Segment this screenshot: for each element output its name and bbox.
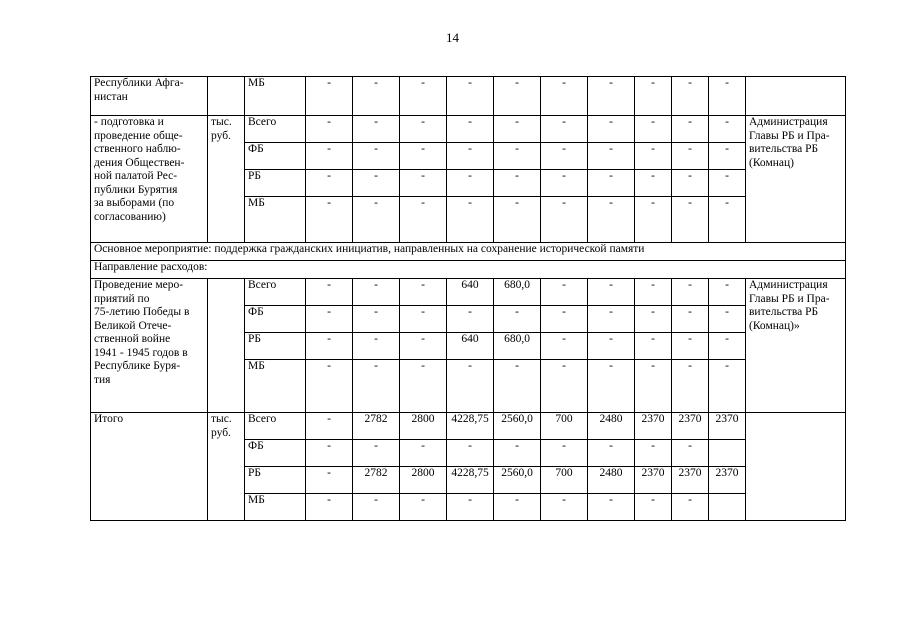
budget-table (90, 76, 846, 521)
value-cell: 2370 (635, 467, 672, 494)
funding-source: Всего (245, 413, 306, 440)
value-cell: - (306, 360, 353, 413)
value-cell: - (400, 360, 447, 413)
value-cell: - (672, 116, 709, 143)
value-cell: - (353, 333, 400, 360)
value-cell: - (635, 494, 672, 521)
unit-cell: тыс. руб. (208, 116, 245, 243)
value-cell: - (447, 116, 494, 143)
value-cell: - (447, 197, 494, 243)
value-cell (709, 494, 746, 521)
value-cell: - (306, 197, 353, 243)
value-cell: - (541, 77, 588, 116)
funding-source: МБ (245, 360, 306, 413)
value-cell (709, 440, 746, 467)
value-cell: 2800 (400, 467, 447, 494)
funding-source: РБ (245, 333, 306, 360)
value-cell: - (400, 306, 447, 333)
value-cell: 640 (447, 279, 494, 306)
value-cell: - (635, 440, 672, 467)
value-cell: - (541, 440, 588, 467)
value-cell: - (400, 494, 447, 521)
activity-name: Республики Афга- нистан (91, 77, 208, 116)
value-cell: - (306, 494, 353, 521)
activity-name: Проведение меро- приятий по 75-летию Победы в Великой Отече- ственной войне 1941 - 1945 годов в Республике Буря- тия (91, 279, 208, 413)
value-cell: - (541, 306, 588, 333)
value-cell: - (709, 77, 746, 116)
value-cell: - (635, 116, 672, 143)
value-cell: - (353, 77, 400, 116)
value-cell: - (447, 360, 494, 413)
value-cell: - (306, 77, 353, 116)
value-cell: - (306, 333, 353, 360)
value-cell: - (353, 197, 400, 243)
page-number: 14 (446, 30, 459, 45)
value-cell: - (635, 360, 672, 413)
value-cell: - (494, 197, 541, 243)
value-cell: 2560,0 (494, 467, 541, 494)
value-cell: - (672, 279, 709, 306)
value-cell: - (447, 440, 494, 467)
value-cell: 2560,0 (494, 413, 541, 440)
value-cell: 700 (541, 467, 588, 494)
value-cell: - (709, 170, 746, 197)
value-cell: - (400, 77, 447, 116)
section-heading: Основное мероприятие: поддержка гражданских инициатив, направленных на сохранение исторической памяти (91, 243, 846, 261)
value-cell: 680,0 (494, 333, 541, 360)
value-cell: - (588, 440, 635, 467)
section-heading: Направление расходов: (91, 261, 846, 279)
value-cell: - (541, 197, 588, 243)
value-cell: - (400, 333, 447, 360)
value-cell: - (306, 279, 353, 306)
value-cell: 640 (447, 333, 494, 360)
value-cell: - (672, 360, 709, 413)
value-cell: - (541, 279, 588, 306)
table-body (91, 77, 846, 521)
value-cell: - (447, 306, 494, 333)
value-cell: - (447, 170, 494, 197)
activity-name: - подготовка и проведение обще- ственного наблю- дения Обществен- ной палатой Рес- публики Бурятия за выборами (по согласованию) (91, 116, 208, 243)
responsible-executor: Администрация Главы РБ и Пра- вительства РБ (Комнац)» (746, 279, 846, 413)
value-cell: - (400, 279, 447, 306)
value-cell: - (588, 494, 635, 521)
value-cell: 2370 (709, 467, 746, 494)
value-cell: - (635, 143, 672, 170)
table-row (91, 279, 846, 306)
value-cell: - (541, 143, 588, 170)
value-cell: - (672, 170, 709, 197)
value-cell: - (541, 116, 588, 143)
table-row (91, 116, 846, 143)
value-cell: - (709, 279, 746, 306)
value-cell: - (635, 77, 672, 116)
value-cell: - (635, 333, 672, 360)
value-cell: 2370 (672, 467, 709, 494)
value-cell: - (588, 77, 635, 116)
value-cell: - (541, 360, 588, 413)
responsible-executor (746, 413, 846, 521)
responsible-executor: Администрация Главы РБ и Пра- вительства РБ (Комнац) (746, 116, 846, 243)
value-cell: - (494, 440, 541, 467)
value-cell: - (306, 306, 353, 333)
value-cell: - (494, 360, 541, 413)
value-cell: - (635, 306, 672, 333)
value-cell: - (635, 279, 672, 306)
value-cell: - (588, 116, 635, 143)
value-cell: - (709, 197, 746, 243)
funding-source: РБ (245, 467, 306, 494)
value-cell: - (494, 494, 541, 521)
funding-source: МБ (245, 197, 306, 243)
value-cell: 2800 (400, 413, 447, 440)
value-cell: - (541, 170, 588, 197)
value-cell: - (672, 197, 709, 243)
value-cell: - (447, 77, 494, 116)
value-cell: - (353, 494, 400, 521)
value-cell: - (306, 467, 353, 494)
value-cell: - (672, 77, 709, 116)
funding-source: РБ (245, 170, 306, 197)
value-cell: - (353, 306, 400, 333)
value-cell: - (588, 143, 635, 170)
value-cell: 2480 (588, 413, 635, 440)
value-cell: - (353, 143, 400, 170)
value-cell: - (306, 413, 353, 440)
value-cell: - (709, 360, 746, 413)
table-row (91, 413, 846, 440)
value-cell: - (447, 143, 494, 170)
value-cell: 2370 (709, 413, 746, 440)
value-cell: - (672, 333, 709, 360)
value-cell: 2370 (672, 413, 709, 440)
value-cell: - (672, 143, 709, 170)
value-cell: - (672, 306, 709, 333)
value-cell: - (400, 170, 447, 197)
value-cell: - (709, 333, 746, 360)
value-cell: - (400, 440, 447, 467)
activity-name: Итого (91, 413, 208, 521)
value-cell: - (494, 143, 541, 170)
value-cell: - (494, 170, 541, 197)
value-cell: - (353, 170, 400, 197)
value-cell: - (353, 279, 400, 306)
value-cell: 4228,75 (447, 413, 494, 440)
value-cell: - (306, 143, 353, 170)
value-cell: - (541, 494, 588, 521)
value-cell: - (672, 440, 709, 467)
value-cell: - (494, 116, 541, 143)
value-cell: - (588, 170, 635, 197)
value-cell: - (494, 306, 541, 333)
value-cell: 700 (541, 413, 588, 440)
section-heading-row (91, 243, 846, 261)
value-cell: - (400, 143, 447, 170)
unit-cell (208, 77, 245, 116)
value-cell: 2782 (353, 467, 400, 494)
value-cell: - (400, 116, 447, 143)
value-cell: - (588, 279, 635, 306)
value-cell: - (672, 494, 709, 521)
value-cell: - (494, 77, 541, 116)
value-cell: 2480 (588, 467, 635, 494)
funding-source: ФБ (245, 440, 306, 467)
unit-cell: тыс. руб. (208, 413, 245, 521)
funding-source: Всего (245, 116, 306, 143)
value-cell: - (306, 170, 353, 197)
value-cell: - (709, 116, 746, 143)
value-cell: - (353, 440, 400, 467)
funding-source: ФБ (245, 143, 306, 170)
value-cell: - (709, 143, 746, 170)
value-cell: - (588, 333, 635, 360)
funding-source: МБ (245, 77, 306, 116)
value-cell: - (588, 197, 635, 243)
funding-source: ФБ (245, 306, 306, 333)
unit-cell (208, 279, 245, 413)
value-cell: - (635, 170, 672, 197)
value-cell: - (353, 360, 400, 413)
value-cell: 4228,75 (447, 467, 494, 494)
value-cell: 2782 (353, 413, 400, 440)
value-cell: - (447, 494, 494, 521)
responsible-executor (746, 77, 846, 116)
value-cell: - (306, 116, 353, 143)
value-cell: - (306, 440, 353, 467)
value-cell: - (541, 333, 588, 360)
table-row (91, 77, 846, 116)
value-cell: - (588, 306, 635, 333)
funding-source: Всего (245, 279, 306, 306)
value-cell: - (588, 360, 635, 413)
section-heading-row (91, 261, 846, 279)
value-cell: - (635, 197, 672, 243)
value-cell: 680,0 (494, 279, 541, 306)
value-cell: 2370 (635, 413, 672, 440)
value-cell: - (709, 306, 746, 333)
value-cell: - (400, 197, 447, 243)
value-cell: - (353, 116, 400, 143)
funding-source: МБ (245, 494, 306, 521)
